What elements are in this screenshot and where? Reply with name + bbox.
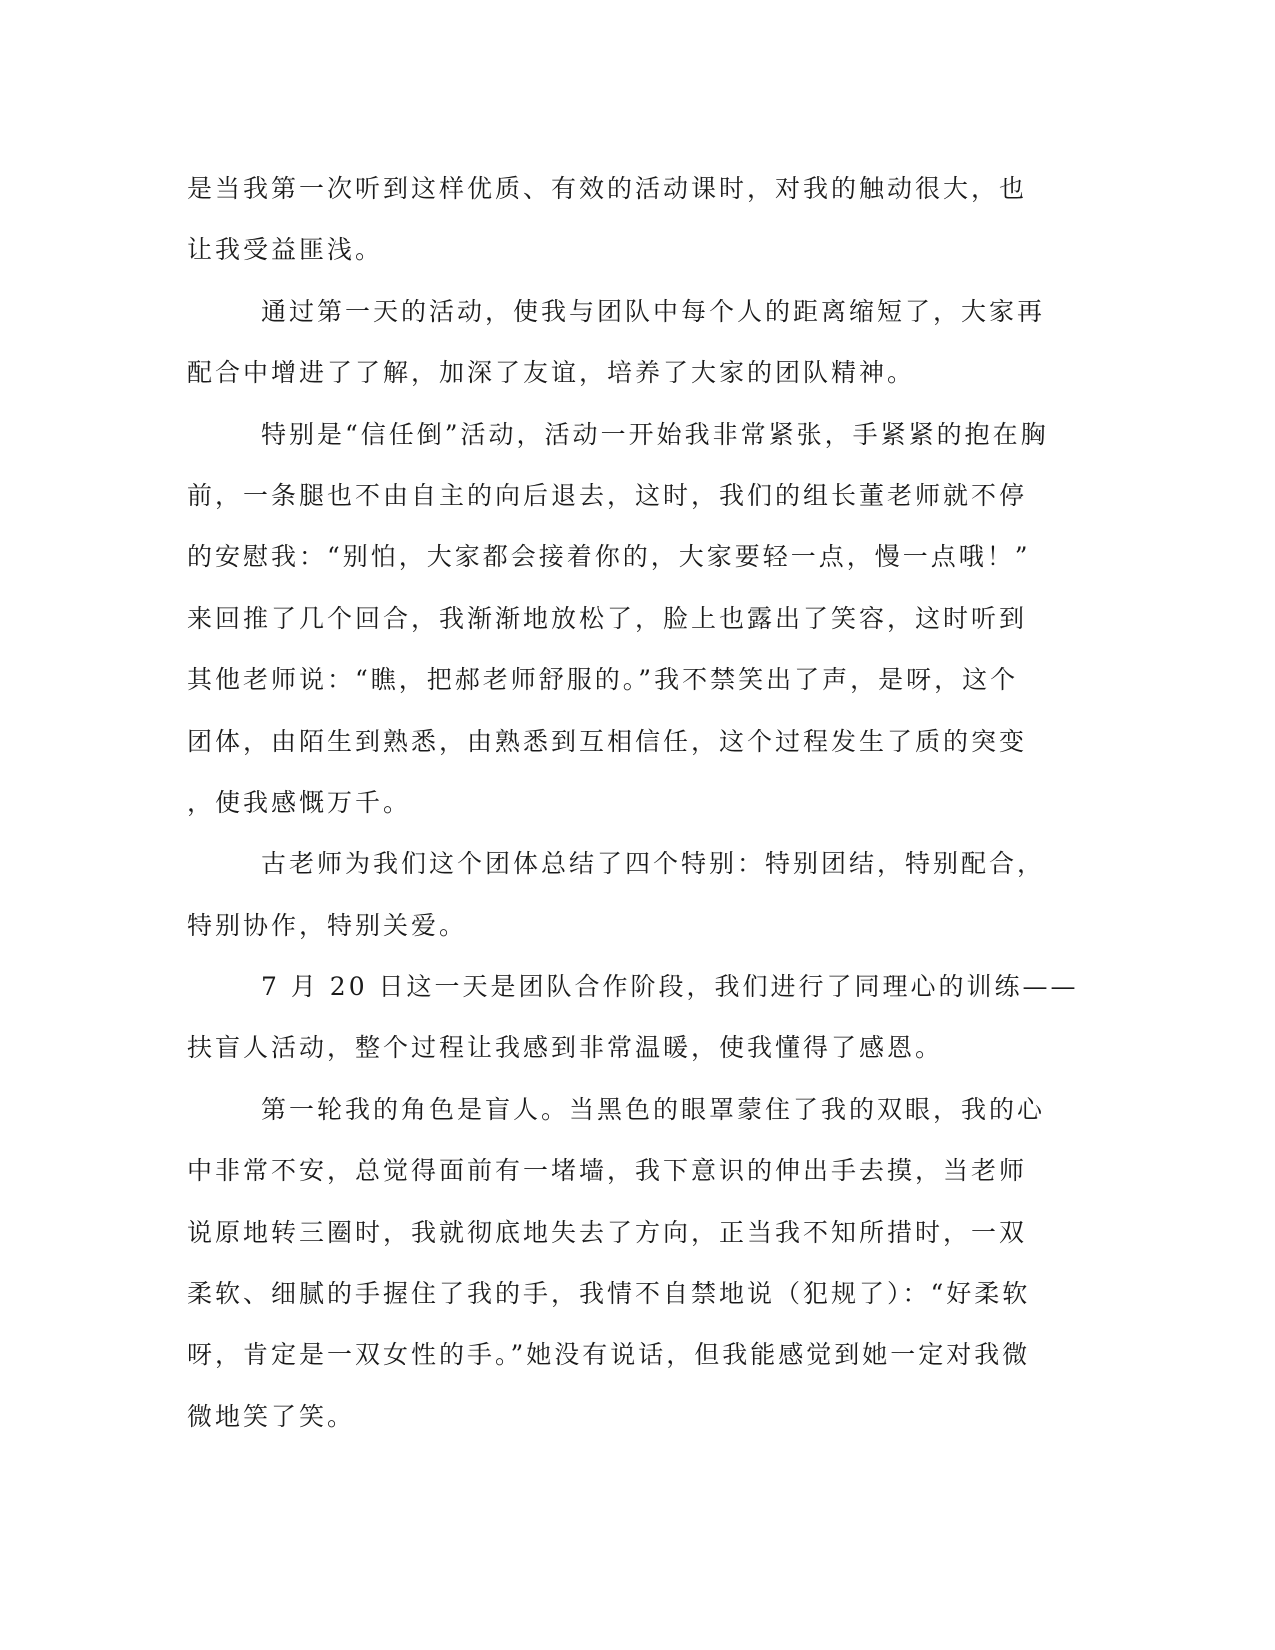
text-line: 配合中增进了了解，加深了友谊，培养了大家的团队精神。 <box>187 358 916 388</box>
paragraph-2 <box>187 281 1067 404</box>
paragraph-5 <box>187 956 1079 1079</box>
text-line: 古老师为我们这个团体总结了四个特别：特别团结，特别配合， <box>261 849 1046 879</box>
text-line: 特别协作，特别关爱。 <box>187 910 468 940</box>
paragraph-3 <box>187 404 1067 834</box>
text-line: 其他老师说：“瞧，把郝老师舒服的。”我不禁笑出了声，是呀，这个 <box>187 665 1019 695</box>
text-line: 第一轮我的角色是盲人。当黑色的眼罩蒙住了我的双眼，我的心 <box>261 1094 1046 1124</box>
paragraph-6 <box>187 1079 1067 1447</box>
text-line: 团体，由陌生到熟悉，由熟悉到互相信任，这个过程发生了质的突变 <box>187 726 1028 756</box>
text-line: 扶盲人活动，整个过程让我感到非常温暖，使我懂得了感恩。 <box>187 1033 944 1063</box>
text-line: 7 月 20 日这一天是团队合作阶段，我们进行了同理心的训练—— <box>261 972 1079 1002</box>
text-line: 通过第一天的活动，使我与团队中每个人的距离缩短了，大家再 <box>261 296 1046 326</box>
text-line: 特别是“信任倒”活动，活动一开始我非常紧张，手紧紧的抱在胸 <box>261 419 1049 449</box>
paragraph-1 <box>187 158 1067 281</box>
text-line: 柔软、细腻的手握住了我的手，我情不自禁地说（犯规了）：“好柔软 <box>187 1279 1031 1309</box>
body-text <box>187 158 1079 1447</box>
text-line: 来回推了几个回合，我渐渐地放松了，脸上也露出了笑容，这时听到 <box>187 603 1028 633</box>
text-line: 呀，肯定是一双女性的手。”她没有说话，但我能感觉到她一定对我微 <box>187 1340 1031 1370</box>
text-line: 微地笑了笑。 <box>187 1401 356 1431</box>
text-line: 是当我第一次听到这样优质、有效的活动课时，对我的触动很大，也 <box>187 174 1028 203</box>
text-line: 中非常不安，总觉得面前有一堵墙，我下意识的伸出手去摸，当老师 <box>187 1156 1028 1186</box>
text-line: 前，一条腿也不由自主的向后退去，这时，我们的组长董老师就不停 <box>187 480 1028 510</box>
text-line: 说原地转三圈时，我就彻底地失去了方向，正当我不知所措时，一双 <box>187 1217 1028 1247</box>
text-line: 的安慰我：“别怕，大家都会接着你的，大家要轻一点，慢一点哦！” <box>187 542 1031 572</box>
text-line: 让我受益匪浅。 <box>187 235 384 265</box>
paragraph-4 <box>187 833 1067 956</box>
text-line: ，使我感慨万千。 <box>187 787 412 817</box>
